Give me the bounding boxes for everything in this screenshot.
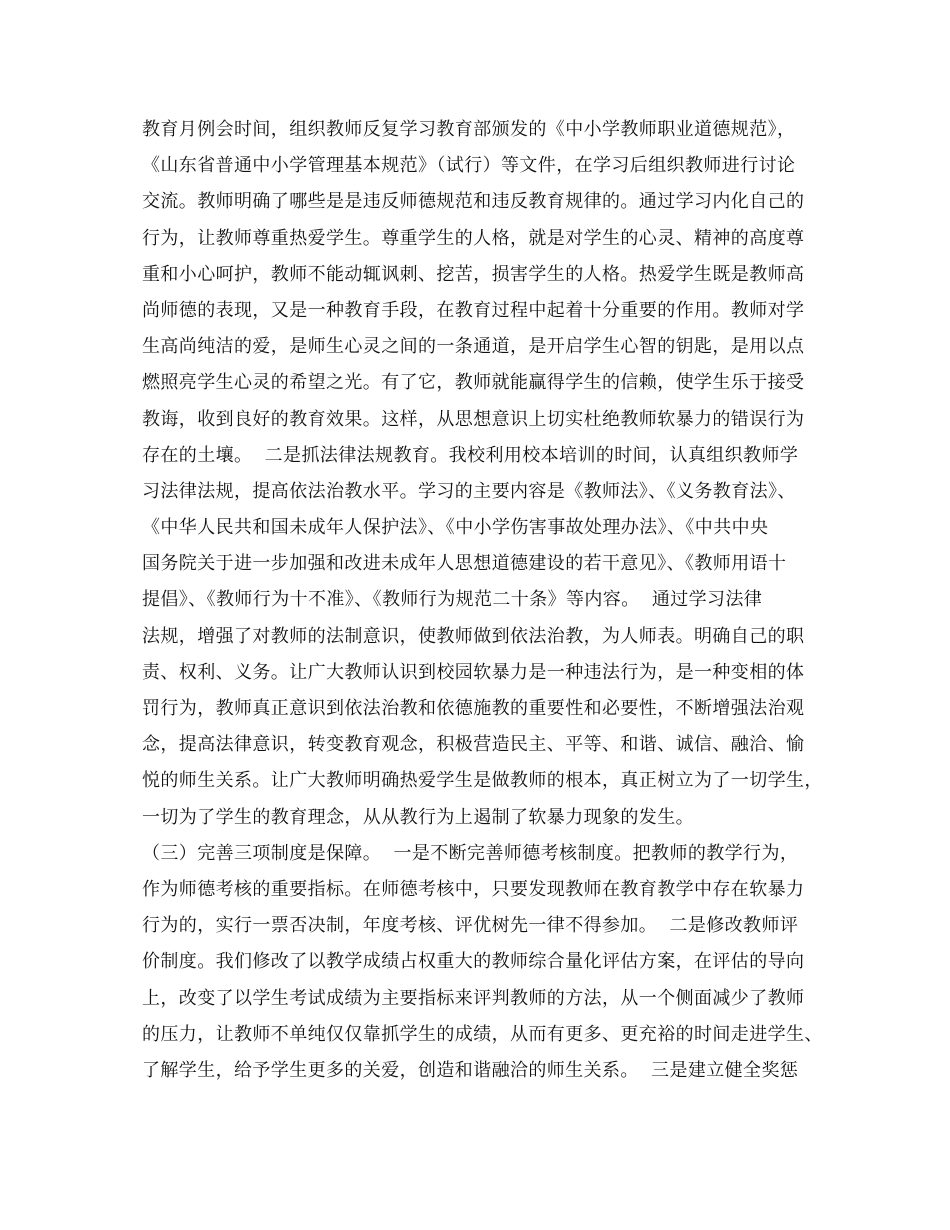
text-line: 《山东省普通中小学管理基本规范》（试行）等文件，在学习后组织教师进行讨论 [142, 155, 796, 177]
text-line: 罚行为，教师真正意识到依法治教和依德施教的重要性和必要性，不断增强法治观 [142, 698, 805, 719]
text-line: 行为，让教师尊重热爱学生。尊重学生的人格，就是对学生的心灵、精神的高度尊 [142, 227, 805, 249]
text-line: 行为的，实行一票否决制，年度考核、评优树先一律不得参加。 二是修改教师评 [142, 915, 799, 937]
text-line: 交流。教师明确了哪些是是违反师德规范和违反教育规律的。通过学习内化自己的 [142, 191, 805, 213]
text-line: 重和小心呵护，教师不能动辄讽刺、挖苦，损害学生的人格。热爱学生既是教师高 [142, 263, 805, 285]
text-line: 教诲，收到良好的教育效果。这样，从思想意识上切实杜绝教师软暴力的错误行为 [142, 408, 805, 430]
text-line: 习法律法规，提高依法治教水平。学习的主要内容是《教师法》、《义务教育法》、 [142, 480, 796, 502]
text-line: 法规，增强了对教师的法制意识，使教师做到依法治教，为人师表。明确自己的职 [142, 625, 805, 647]
section-heading-line: （三）完善三项制度是保障。 一是不断完善师德考核制度。把教师的教学行为， [142, 842, 799, 864]
text-line: 价制度。我们修改了以教学成绩占权重大的教师综合量化评估方案，在评估的导向 [142, 951, 805, 973]
text-line: 了解学生，给予学生更多的关爱，创造和谐融洽的师生关系。 三是建立健全奖惩 [142, 1059, 799, 1081]
text-line: 国务院关于进一步加强和改进未成年人思想道德建设的若干意见》、《教师用语十 [142, 553, 787, 575]
body-text [142, 112, 822, 1089]
text-line: 责、权利、义务。让广大教师认识到校园软暴力是一种违法行为，是一种变相的体 [142, 661, 805, 683]
text-line: 提倡》、《教师行为十不准》、《教师行为规范二十条》等内容。 通过学习法律 [142, 589, 763, 611]
text-line: 念，提高法律意识，转变教育观念，积极营造民主、平等、和谐、诚信、融洽、愉 [142, 734, 805, 756]
text-line: 一切为了学生的教育理念，从从教行为上遏制了软暴力现象的发生。 [142, 806, 694, 828]
text-line: 作为师德考核的重要指标。在师德考核中，只要发现教师在教育教学中存在软暴力 [142, 878, 805, 900]
text-line: 的压力，让教师不单纯仅仅靠抓学生的成绩，从而有更多、更充裕的时间走进学生、 [142, 1023, 823, 1045]
text-line: 尚师德的表现，又是一种教育手段，在教育过程中起着十分重要的作用。教师对学 [142, 299, 805, 321]
text-line: 悦的师生关系。让广大教师明确热爱学生是做教师的根本，真正树立为了一切学生， [142, 770, 823, 792]
text-line: 《中华人民共和国未成年人保护法》、《中小学伤害事故处理办法》、《中共中央 [142, 517, 769, 539]
text-line: 上，改变了以学生考试成绩为主要指标来评判教师的方法，从一个侧面减少了教师 [142, 987, 805, 1009]
text-line: 存在的土壤。 二是抓法律法规教育。我校利用校本培训的时间，认真组织教师学 [142, 444, 799, 466]
text-line: 教育月例会时间，组织教师反复学习教育部颁发的《中小学教师职业道德规范》， [142, 119, 796, 140]
text-line: 燃照亮学生心灵的希望之光。有了它，教师就能赢得学生的信赖，使学生乐于接受 [142, 372, 805, 394]
text-line: 生高尚纯洁的爱，是师生心灵之间的一条通道，是开启学生心智的钥匙，是用以点 [142, 336, 805, 358]
